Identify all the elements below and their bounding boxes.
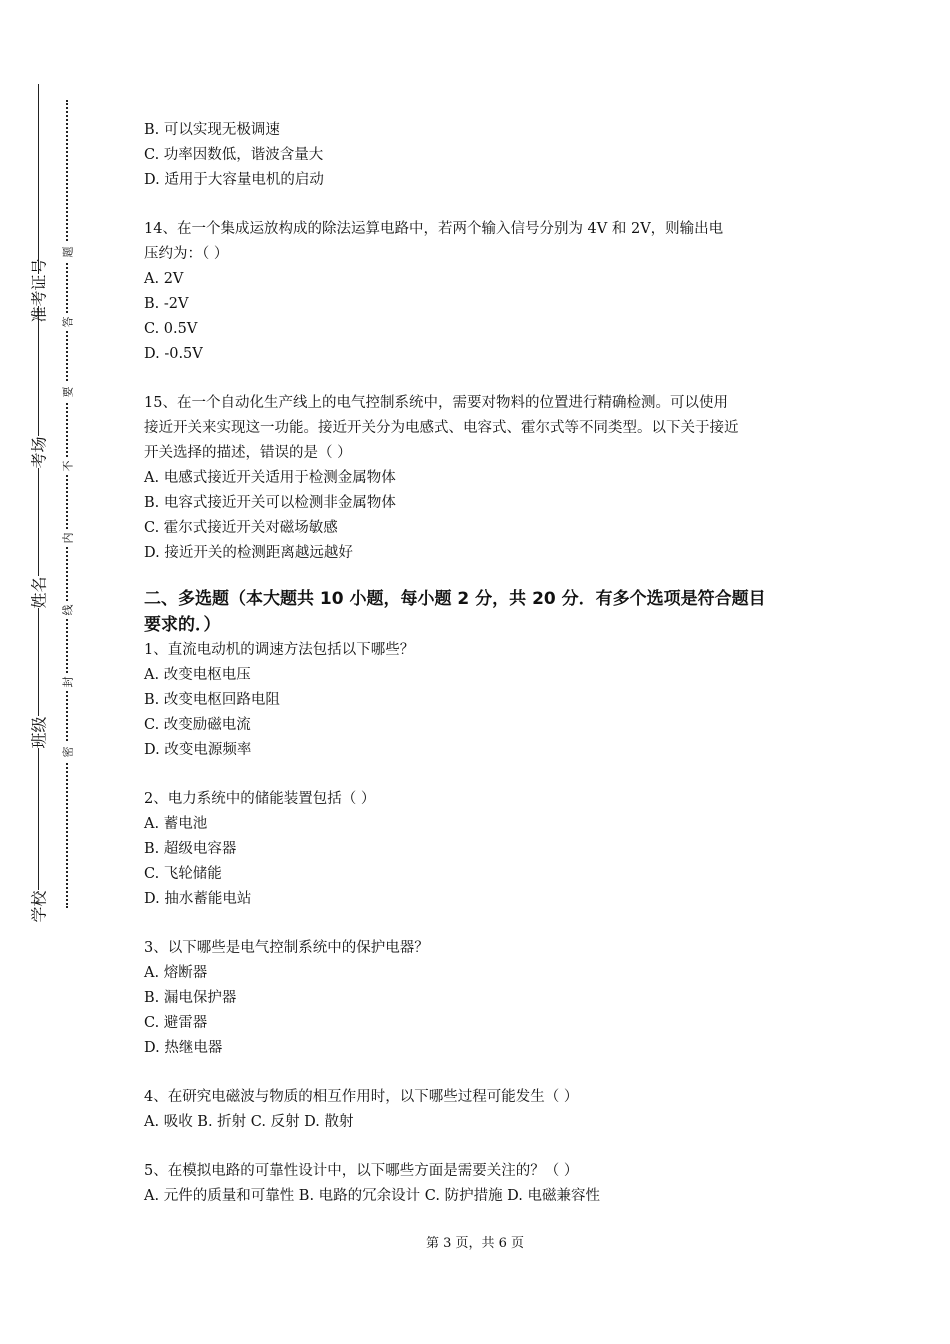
seal-char: 题 — [58, 243, 76, 261]
option: D. 热继电器 — [144, 1040, 223, 1056]
exam-number-label: 准考证号 — [22, 274, 54, 306]
page-footer: 第 3 页，共 6 页 — [425, 1236, 525, 1251]
option: C. 避雷器 — [144, 1015, 208, 1031]
options-inline: A. 吸收 B. 折射 C. 反射 D. 散射 — [144, 1114, 354, 1130]
multi-question-4 — [144, 1085, 814, 1135]
option: C. 0.5V — [144, 321, 198, 337]
option: D. 抽水蓄能电站 — [144, 891, 252, 907]
seal-char: 密 — [58, 743, 76, 761]
question-14 — [144, 217, 814, 367]
option: A. 蓄电池 — [144, 816, 208, 832]
seal-dotted-line — [66, 100, 68, 908]
exam-room-label: 考场 — [22, 436, 54, 468]
seal-char: 要 — [58, 383, 76, 401]
option: D. 适用于大容量电机的启动 — [144, 172, 324, 188]
option: D. 接近开关的检测距离越远越好 — [144, 545, 353, 561]
option: B. 电容式接近开关可以检测非金属物体 — [144, 495, 396, 511]
option: B. 漏电保护器 — [144, 990, 237, 1006]
option: C. 功率因数低，谐波含量大 — [144, 147, 324, 163]
class-label: 班级 — [22, 716, 54, 748]
seal-char: 封 — [58, 673, 76, 691]
option: B. -2V — [144, 296, 189, 312]
section-heading-line: 二、多选题（本大题共 10 小题，每小题 2 分，共 20 分．有多个选项是符合题目 — [144, 589, 766, 609]
option: B. 改变电枢回路电阻 — [144, 692, 280, 708]
school-label: 学校 — [22, 890, 54, 922]
exam-content — [144, 118, 814, 1209]
prev-question-options — [144, 118, 814, 193]
question-stem: 1、直流电动机的调速方法包括以下哪些？ — [144, 642, 415, 658]
options-inline: A. 元件的质量和可靠性 B. 电路的冗余设计 C. 防护措施 D. 电磁兼容性 — [144, 1188, 601, 1204]
section-heading-line: 要求的．） — [144, 615, 221, 635]
option: D. -0.5V — [144, 346, 203, 362]
option: A. 2V — [144, 271, 184, 287]
option: C. 改变励磁电流 — [144, 717, 251, 733]
seal-char: 内 — [58, 529, 76, 547]
name-label: 姓名 — [22, 576, 54, 608]
option: B. 可以实现无极调速 — [144, 122, 280, 138]
question-stem: 15、在一个自动化生产线上的电气控制系统中，需要对物料的位置进行精确检测。可以使用 — [144, 395, 728, 411]
section-heading-multiple-choice — [144, 586, 814, 638]
question-stem: 开关选择的描述，错误的是（ ） — [144, 445, 352, 461]
multi-question-1 — [144, 638, 814, 763]
option: A. 熔断器 — [144, 965, 208, 981]
question-stem: 2、电力系统中的储能装置包括（ ） — [144, 791, 376, 807]
question-stem: 5、在模拟电路的可靠性设计中，以下哪些方面是需要关注的？（ ） — [144, 1163, 579, 1179]
multi-question-3 — [144, 936, 814, 1061]
option: C. 霍尔式接近开关对磁场敏感 — [144, 520, 338, 536]
question-stem: 压约为：（ ） — [144, 246, 229, 262]
binding-solid-line — [38, 84, 39, 920]
option: B. 超级电容器 — [144, 841, 237, 857]
binding-margin — [0, 0, 90, 1344]
seal-char: 答 — [58, 313, 76, 331]
multi-question-5 — [144, 1159, 814, 1209]
question-stem: 4、在研究电磁波与物质的相互作用时，以下哪些过程可能发生（ ） — [144, 1089, 579, 1105]
option: D. 改变电源频率 — [144, 742, 252, 758]
question-15 — [144, 391, 814, 566]
option: A. 改变电枢电压 — [144, 667, 251, 683]
seal-char: 线 — [58, 601, 76, 619]
question-stem: 14、在一个集成运放构成的除法运算电路中，若两个输入信号分别为 4V 和 2V，则输出电 — [144, 221, 724, 237]
option: A. 电感式接近开关适用于检测金属物体 — [144, 470, 396, 486]
seal-char: 不 — [58, 457, 76, 475]
question-stem: 接近开关来实现这一功能。接近开关分为电感式、电容式、霍尔式等不同类型。以下关于接近 — [144, 420, 739, 436]
question-stem: 3、以下哪些是电气控制系统中的保护电器？ — [144, 940, 429, 956]
multi-question-2 — [144, 787, 814, 912]
option: C. 飞轮储能 — [144, 866, 222, 882]
